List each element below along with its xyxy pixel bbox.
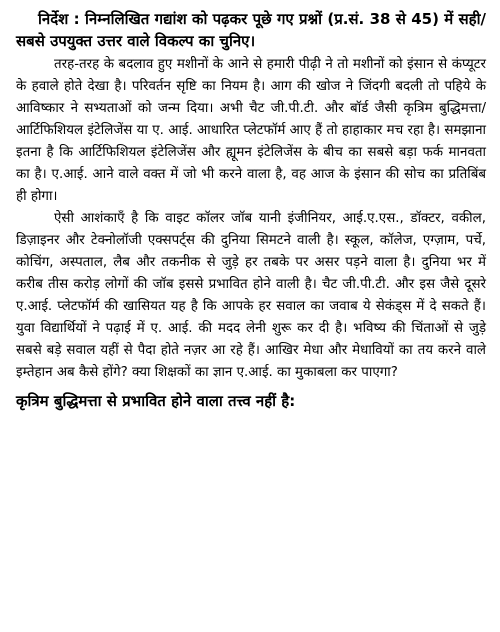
passage [16, 54, 486, 384]
instruction-text [16, 8, 486, 52]
question-text: कृत्रिम बुद्धिमत्ता से प्रभावित होने वाला तत्त्व नहीं है: [16, 392, 296, 410]
instruction-line: निर्देश : निम्नलिखित गद्यांश को पढ़कर पूछे गए प्रश्नों (प्र.सं. 38 से 45) में सही/सबसे उपयुक्त उत्तर वाले विकल्प का चुनिए। [16, 10, 486, 50]
passage-paragraph-1: तरह-तरह के बदलाव हुए मशीनों के आने से हमारी पीढ़ी ने तो मशीनों को इंसान से कंप्यूटर के हवाले होते देखा है। परिवर्तन सृष्टि का नियम है। आग की खोज ने जिंदगी बदली तो पहिये के आविष्कार ने सभ्यताओं को जन्म दिया। अभी चैट जी.पी.टी. और बॉर्ड जैसी कृत्रिम बुद्धिमत्ता/आर्टिफिशियल इंटेलिजेंस या ए. आई. आधारित प्लेटफॉर्म आए हैं तो हाहाकार मच रहा है। समझाना इतना है कि आर्टिफिशियल इंटेलिजेंस और ह्यूमन इंटेलिजेंस के बीच का सबसे बड़ा फर्क मानवता का है। ए.आई. आने वाले वक्त में जो भी करने वाला है, वह आज के इंसान की सोच का प्रतिबिंब ही होगा। [16, 57, 486, 204]
passage-paragraph-2: ऐसी आशंकाएँ है कि वाइट कॉलर जॉब यानी इंजीनियर, आई.ए.एस., डॉक्टर, वकील, डिज़ाइनर और टेक्नोलॉजी एक्सपर्ट्स की दुनिया सिमटने वाली है। स्कूल, कॉलेज, एग्ज़ाम, पर्चे, कोचिंग, अस्पताल, लैब और तकनीक से जुड़े हर तबके पर असर पड़ने वाला है। दुनिया भर में करीब तीस करोड़ लोगों की जॉब इससे प्रभावित होने वाली है। चैट जी.पी.टी. और इस जैसे दूसरे ए.आई. प्लेटफॉर्म की खासियत यह है कि आपके हर सवाल का जवाब ये सेकंड्स में दे सकते हैं। युवा विद्यार्थियों ने पढ़ाई में ए. आई. की मदद लेनी शुरू कर दी है। भविष्य की चिंताओं से जुड़े सबसे बड़े सवाल यहीं से पैदा होते नज़र आ रहे हैं। आखिर मेधा और मेधावियों का तय करने वाले इम्तेहान अब कैसे होंगे? क्या शिक्षकों का ज्ञान ए.आई. का मुकाबला कर पाएगा? [16, 211, 486, 380]
